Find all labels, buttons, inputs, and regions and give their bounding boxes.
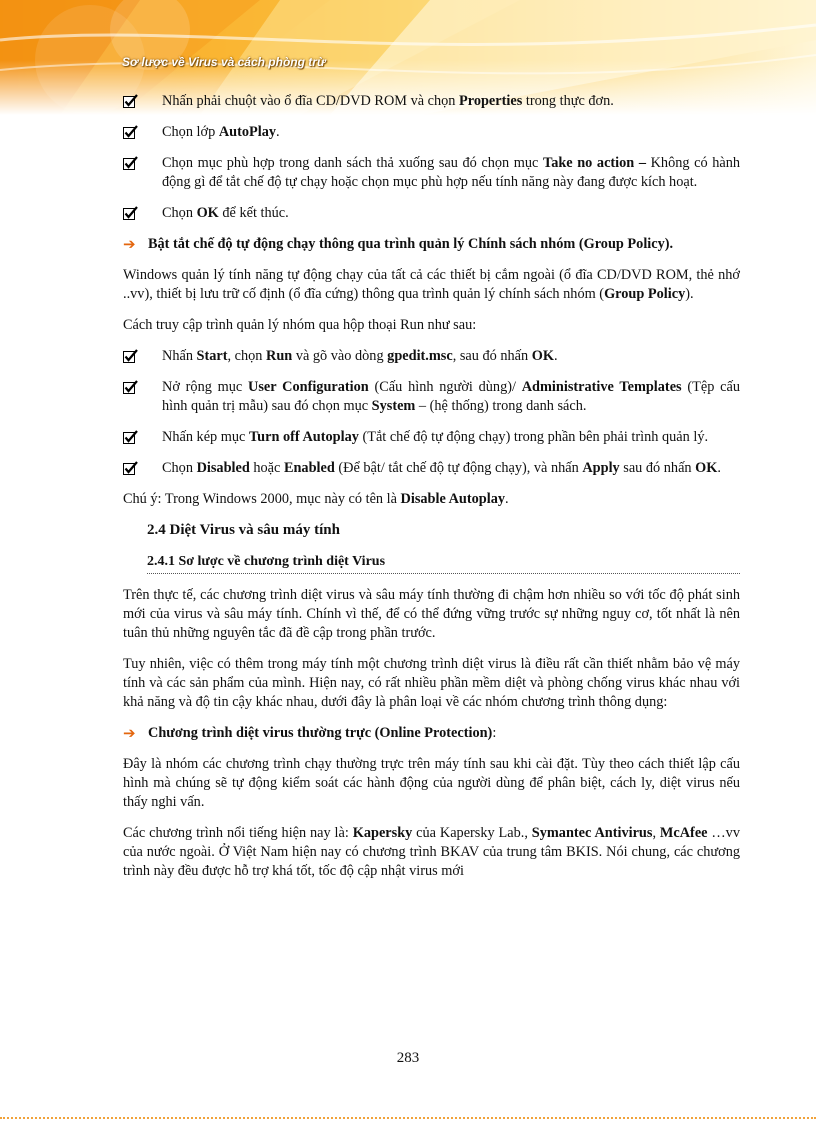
- checklist-item-text: [162, 205, 289, 221]
- text-run: Chọn: [162, 205, 197, 221]
- bullet-heading-group-policy: [123, 235, 740, 254]
- bold-term: Disabled: [196, 460, 250, 476]
- bold-term: OK: [196, 205, 219, 221]
- checklist-item-text: [162, 348, 558, 364]
- text-run: hoặc: [249, 460, 284, 476]
- checklist-item-text: [162, 155, 740, 190]
- checklist-item: [123, 92, 740, 111]
- subsection-title: 2.4.1 Sơ lược về chương trình diệt Virus: [147, 552, 740, 574]
- text-run: Chọn: [162, 460, 197, 476]
- checkbox-checked-icon: [123, 430, 138, 445]
- bold-term: Group Policy: [604, 286, 686, 302]
- bold-term: gpedit.msc: [387, 348, 453, 364]
- text-run: Windows quản lý tính năng tự động chạy của tất cả các thiết bị cắm ngoài (ổ đĩa CD/DVD ROM, thẻ nhớ ..vv), thiết bị lưu trữ cố định (ổ đĩa cứng) thông qua trình quản lý chính sách nhóm (: [123, 267, 740, 302]
- checkbox-checked-icon: [123, 125, 138, 140]
- paragraph-run-dialog: Cách truy cập trình quản lý nhóm qua hộp thoại Run như sau:: [123, 317, 477, 333]
- text-run: Chọn mục phù hợp trong danh sách thả xuống sau đó chọn mục: [162, 155, 543, 171]
- bold-term: Properties: [459, 93, 523, 109]
- text-run: và gõ vào dòng: [292, 348, 388, 364]
- bold-term: Turn off Autoplay: [248, 429, 359, 445]
- text-run: Chọn lớp: [162, 124, 219, 140]
- text-run: Nhấn kép mục: [162, 429, 249, 445]
- heading-text: Bật tắt chế độ tự động chạy thông qua trình quản lý Chính sách nhóm (Group Policy).: [148, 236, 674, 252]
- text-run: …vv của nước ngoài. Ở Việt Nam hiện nay có chương trình BKAV của trung tâm BKIS. Nói chung, các chương trình này đều được hỗ trợ khá tốt, tốc độ cập nhật virus mới: [123, 825, 740, 879]
- arrow-icon: ➔: [123, 235, 136, 253]
- checklist-item-text: [162, 93, 614, 109]
- text-run: (Tệp cấu hình quản trị mẫu) sau đó chọn mục: [162, 379, 740, 414]
- text-run: , chọn: [227, 348, 267, 364]
- paragraph-antivirus-intro: Trên thực tế, các chương trình diệt virus và sâu máy tính thường đi chậm hơn nhiều so với tốc độ phát sinh mới của virus và sâu máy tính. Chính vì thế, để có thể đứng vững trước sự những nguy cơ, tốt nhất là nên tuân thủ những nguyên tắc đã đề cập trong phần trước.: [123, 587, 740, 641]
- text-run: (Tắt chế độ tự động chạy) trong phần bên phải trình quản lý.: [358, 429, 709, 445]
- paragraph-note: [123, 490, 740, 509]
- page-number: 283: [396, 1050, 420, 1066]
- arrow-icon: ➔: [123, 724, 136, 742]
- bold-term: Enabled: [283, 460, 335, 476]
- bold-term: User Configuration: [248, 379, 369, 395]
- text-run: Không có hành động gì để tắt chế độ tự chạy hoặc chọn mục phù hợp nếu tính năng này đang được kích hoạt.: [162, 155, 740, 190]
- bold-term: AutoPlay: [218, 124, 277, 140]
- text-run: .: [717, 460, 721, 476]
- heading-punct: :: [492, 725, 497, 741]
- checklist-item: [123, 459, 740, 478]
- checkbox-checked-icon: [123, 206, 138, 221]
- text-run: của Kapersky Lab.,: [412, 825, 532, 841]
- checkbox-checked-icon: [123, 380, 138, 395]
- text-run: để kết thúc.: [218, 205, 289, 221]
- checklist-item: [123, 204, 740, 223]
- text-run: ).: [685, 286, 694, 302]
- paragraph-online-protection: Đây là nhóm các chương trình chạy thường trực trên máy tính sau khi cài đặt. Tùy theo cách thiết lập cấu hình mà chúng sẽ tự động kiểm soát các hành động của người dùng để phân biệt, cách ly, diệt virus nếu thấy nghi vấn.: [123, 756, 740, 810]
- bold-term: OK: [695, 460, 718, 476]
- text-run: ,: [652, 825, 660, 841]
- text-run: .: [276, 124, 280, 140]
- checklist-item-text: [162, 379, 740, 414]
- bold-term: Disable Autoplay: [400, 491, 506, 507]
- bold-term: Run: [266, 348, 293, 364]
- paragraph-antivirus-products: [123, 824, 740, 881]
- heading-text: Chương trình diệt virus thường trực (Online Protection): [148, 725, 493, 741]
- document-body: [123, 92, 740, 893]
- checklist-item: [123, 428, 740, 447]
- checklist-autoplay-steps: [123, 92, 740, 223]
- paragraph-antivirus-types: Tuy nhiên, việc có thêm trong máy tính một chương trình diệt virus là điều rất cần thiết nhằm bảo vệ máy tính và các sản phẩm của mình. Hiện nay, có rất nhiều phần mềm diệt và phòng chống virus khác nhau với khả năng và độ tin cậy khác nhau, dưới đây là phân loại về các nhóm chương trình thông dụng:: [123, 656, 740, 710]
- bold-term: System: [371, 398, 416, 414]
- text-run: Nở rộng mục: [162, 379, 249, 395]
- checkbox-checked-icon: [123, 156, 138, 171]
- checklist-item: [123, 378, 740, 416]
- footer-rule: [0, 1117, 816, 1119]
- section-title: 2.4 Diệt Virus và sâu máy tính: [147, 522, 340, 538]
- checkbox-checked-icon: [123, 461, 138, 476]
- text-run: .: [505, 491, 509, 507]
- paragraph-group-policy-intro: [123, 266, 740, 304]
- text-run: – (hệ thống) trong danh sách.: [415, 398, 587, 414]
- text-run: , sau đó nhấn: [452, 348, 532, 364]
- text-run: (Để bật/ tắt chế độ tự động chạy), và nhấn: [334, 460, 583, 476]
- bold-term: OK: [531, 348, 554, 364]
- checklist-item: [123, 347, 740, 366]
- bold-term: Apply: [582, 460, 620, 476]
- bold-term: Administrative Templates: [521, 379, 682, 395]
- bullet-heading-online-protection: [123, 724, 740, 743]
- text-run: .: [553, 348, 558, 364]
- bold-term: McAfee: [659, 825, 708, 841]
- bold-term: Take no action –: [542, 155, 646, 171]
- bold-term: Kapersky: [352, 825, 413, 841]
- running-header-title: Sơ lược về Virus và cách phòng trừ: [122, 55, 326, 69]
- checklist-item-text: [162, 429, 708, 445]
- bold-term: Symantec Antivirus: [531, 825, 653, 841]
- checklist-item: [123, 154, 740, 192]
- checkbox-checked-icon: [123, 94, 138, 109]
- text-run: sau đó nhấn: [619, 460, 696, 476]
- checklist-gpedit-steps: [123, 347, 740, 478]
- checklist-item: [123, 123, 740, 142]
- text-run: Các chương trình nổi tiếng hiện nay là:: [123, 825, 353, 841]
- text-run: trong thực đơn.: [522, 93, 614, 109]
- text-run: (Cấu hình người dùng)/: [368, 379, 522, 395]
- text-run: Chú ý: Trong Windows 2000, mục này có tên là: [123, 491, 401, 507]
- checkbox-checked-icon: [123, 349, 138, 364]
- text-run: Nhấn phải chuột vào ổ đĩa CD/DVD ROM và chọn: [162, 93, 460, 109]
- checklist-item-text: [162, 460, 721, 476]
- text-run: Nhấn: [162, 348, 197, 364]
- checklist-item-text: [162, 124, 280, 140]
- bold-term: Start: [196, 348, 228, 364]
